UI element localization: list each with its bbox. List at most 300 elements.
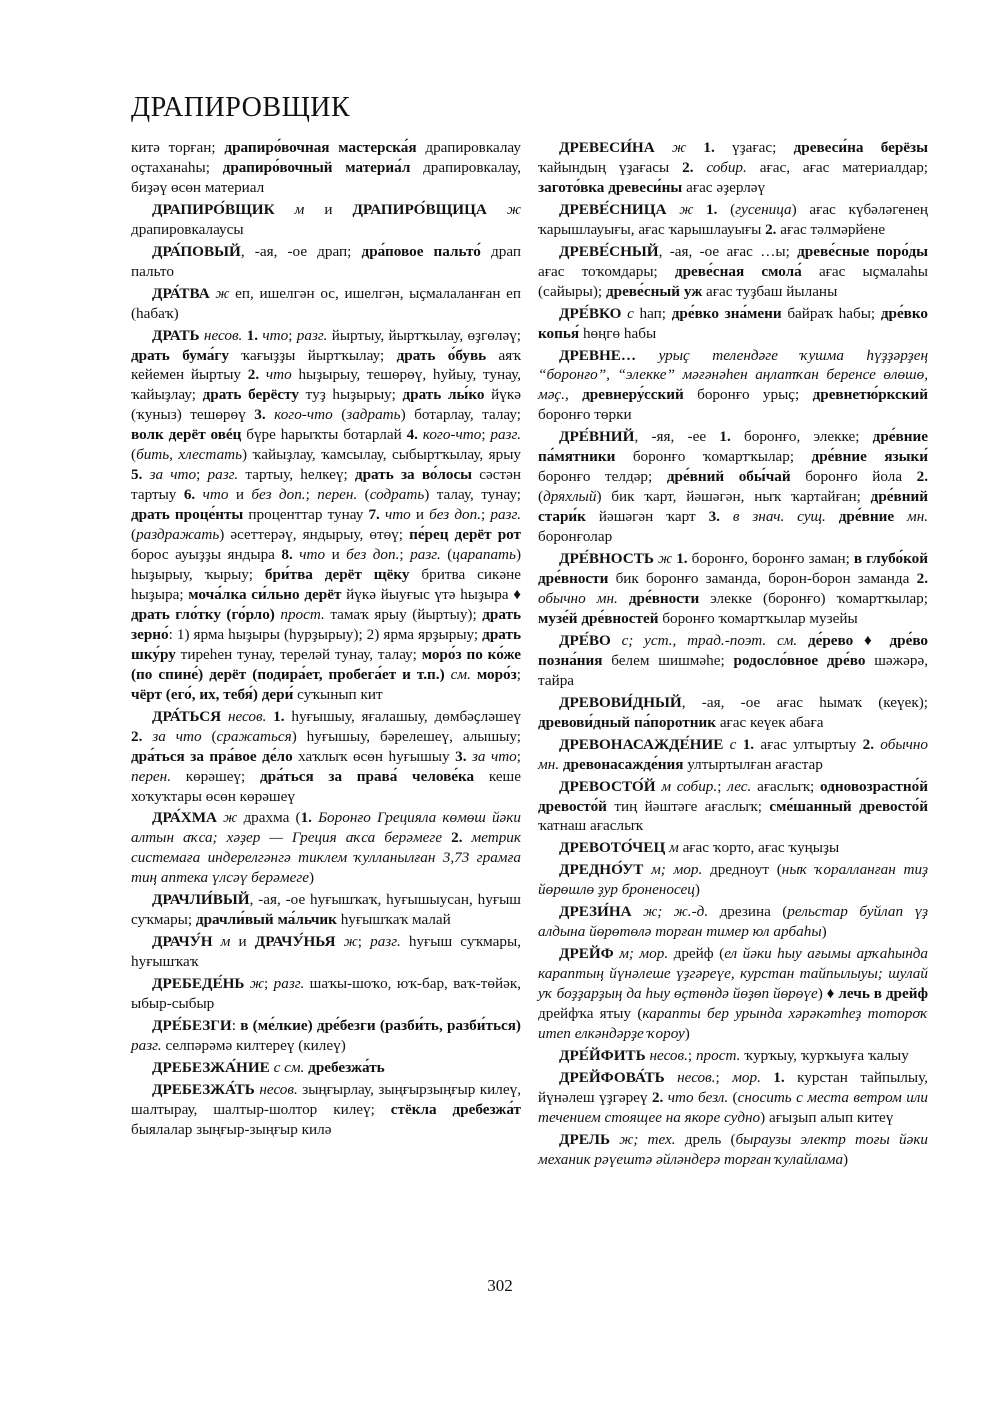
headword: ДРЕВОВИ́ДНЫЙ [559,693,682,711]
phrase: драть лы́ко [402,386,485,404]
definition-text: ; [399,546,411,564]
grammar-note: перен. [131,767,172,785]
phrase: музе́й дре́вностей [538,609,659,627]
phrase: дра́ться за права́ челове́ка [259,767,475,785]
dictionary-entry [538,944,928,1044]
grammar-note: ж [506,200,522,218]
definition-text: ( [728,1088,738,1106]
phrase: 2. [916,570,928,588]
definition-text: ( [332,406,347,424]
definition-text: ; [196,466,208,484]
definition-text: туҙ һыҙырыу; [299,386,403,404]
headword: ДРАЧУ́Н [152,933,213,951]
definition-text: ағаслыҡ; [751,777,821,795]
definition-text: драпировкалау оҫтаханаһы; [131,139,521,176]
headword: ДРАТЬ [152,326,200,344]
phrase: 1. [703,139,715,156]
dictionary-entry [131,707,521,807]
phrase: 2. [247,366,260,384]
definition-text [636,347,658,364]
phrase: древе́сные поро́ды [797,242,928,260]
definition-text: йүкә йыуғыс үтә һыҙыра ♦ [341,585,522,603]
phrase: дре́вние языки́ [811,448,928,466]
phrase: дре́вние па́мятники [538,428,928,466]
definition-text: : 1) ярма һыҙыры (һурҙырыу); 2) ярма ярҙырыу; [168,625,483,643]
definition-text: ағас ҡорто, ағас ҡуңыҙы [678,839,840,857]
grammar-note: разг. [296,326,328,344]
dictionary-entry [538,1068,928,1128]
phrase: драть бума́гу [131,346,229,364]
grammar-note: в знач. сущ. [732,508,826,526]
definition-text [266,406,275,423]
headword: ДРЕ́ЙФИТЬ [559,1046,646,1064]
definition-text: борос ауыҙҙы яндыра [131,546,282,564]
definition-text: еп, ишелгән ос, ишелгән, ыҫмалаланған еп (һабаҡ) [131,284,522,322]
phrase: дре́вко зна́мени [671,304,782,322]
definition-text: селпәрәмә килтереү (килеү) [161,1036,346,1054]
headword: ДРЕЙФ [559,945,614,963]
definition-text: дрейф ( [668,945,725,963]
grammar-note: разг. [370,933,401,951]
phrase: 2. [651,1088,664,1106]
dictionary-entry [131,326,521,705]
definition-text: суҡынып кит [293,685,383,703]
definition-text: тамаҡ ярыу (йыртыу); [324,605,483,623]
grammar-note: с; уст., трад.-поэт. см. [621,631,798,649]
grammar-note: кого-что [422,426,482,444]
grammar-note: разг. [207,466,239,484]
grammar-note: мн. [907,508,929,526]
grammar-note: м [294,200,305,218]
definition-text: ; [717,777,728,795]
grammar-note: разг. [490,506,521,524]
definition-text: ( [201,727,217,745]
phrase: 7. [368,506,380,524]
phrase: дре́во позна́ния [538,631,929,669]
dictionary-entry [538,693,928,733]
phrase: древнетю́ркский [812,386,929,404]
definition-text: үҙағас; [714,139,794,156]
grammar-note: с [627,304,634,322]
dictionary-entry [538,777,928,837]
dictionary-entry [538,631,928,691]
definition-text [336,933,344,950]
dictionary-entry [538,1130,928,1170]
phrase: дребезжа́ть [308,1058,385,1076]
grammar-note: ж [249,975,265,993]
grammar-note: что безл. [667,1088,729,1106]
phrase: 2. [682,158,694,176]
headword: ДРЕ́ВНОСТЬ [559,550,654,568]
definition-text: боронғо йола [790,468,917,486]
phrase: дра́ться за пра́вое де́ло [131,747,293,765]
grammar-note: Боронғо Грецияла көмөш йәки алтын аҡса; хәҙер — Греция аҡса берәмеге [131,809,521,847]
definition-text: ) [843,1150,849,1168]
headword: ДРЕЗИ́НА [559,903,632,921]
phrase: лечь в дрейф [838,985,929,1003]
definition-text: ; [305,486,318,504]
grammar-note: ж [223,809,238,827]
grammar-note: несов. [259,1080,298,1098]
definition-text: ♦ [853,631,890,649]
phrase: дре́вности [628,589,700,607]
definition-text: зыңғырлау, зыңғырзыңғыр килеү, шалтырау, шалтыр-шолтор килеү; [131,1080,522,1118]
dictionary-entry [131,890,521,930]
definition-text: драпировкалаусы [131,220,244,238]
phrase: 2. [916,468,929,486]
phrase: древонасажде́ния [562,755,684,773]
phrase: 4. [406,426,418,444]
phrase: древнеру́сский [582,386,684,404]
definition-text [618,590,629,607]
grammar-note: царапать [452,546,516,564]
grammar-note: ж [679,200,694,218]
phrase: 1. [719,428,731,446]
definition-text: һап; [633,304,672,322]
left-column [131,138,521,1142]
phrase: в глубо́кой дре́вности [538,550,929,588]
definition-text: проценттар тунау [243,506,369,524]
phrase: 1. [300,809,312,827]
definition-text [611,632,622,649]
definition-text: көрәшеү; [171,767,260,785]
phrase: 1. [273,707,285,725]
definition-text: и [304,200,353,218]
grammar-note: без доп. [251,486,306,504]
phrase: 1. [706,200,718,218]
definition-text: ҡағыҙҙы йыртҡылау; [228,346,397,364]
phrase: драть зерно́ [131,605,522,643]
definition-text [195,486,202,503]
definition-text: ағас тәлмәрйене [776,220,886,238]
definition-text: шаҡы-шоҡо, юҡ-бар, ваҡ-төйәк, ыбыр-сыбыр [131,975,521,1013]
headword: ДРЕ́ВКО [559,304,622,322]
grammar-note: что [202,486,229,504]
definition-text: ; [687,1046,696,1064]
definition-text: ; [516,665,521,683]
grammar-note: мор. [732,1068,761,1086]
definition-text: ; [288,326,297,344]
grammar-note: ж [658,550,673,568]
grammar-note: см. [450,665,471,683]
phrase: древови́дный па́поротник [538,713,717,731]
grammar-note: ж [671,139,687,156]
definition-text: китә торған; [131,139,225,156]
phrase: древе́сная смола́ [674,262,802,280]
headword: ДРЕ́БЕЗГИ [152,1016,232,1034]
definition-text: драхма ( [237,809,301,827]
grammar-note: сносить с места ветром или течением стоящее на якоре судно [538,1088,929,1126]
grammar-note: ж; тех. [619,1130,676,1148]
phrase: загото́вка древеси́ны [538,178,683,196]
definition-text: сәстән тартыу [131,466,521,504]
phrase: дре́вний обы́чай [666,468,791,486]
phrase: 1. [676,550,688,568]
grammar-note: перен. [317,486,358,504]
definition-text: тартыу, һелкеү; [238,466,355,484]
page-number: 302 [487,1276,513,1295]
phrase: дре́вко копья́ [538,304,929,342]
phrase: моро́з [476,665,517,683]
definition-text: һуғыш суҡмары, һуғышҡаҡ [131,933,521,971]
definition-text: ; [481,426,491,444]
grammar-note: м собир. [661,777,718,795]
grammar-note: раздражать [136,526,220,544]
definition-text: ( [717,200,736,218]
definition-text: драп пальто [131,242,521,280]
definition-text: ағас кеүек абаға [716,713,824,731]
headword: ДРЕБЕЗЖА́ТЬ [152,1080,255,1098]
grammar-note: ж [215,284,230,302]
definition-text: ( [131,446,137,464]
grammar-note: ныҡ ҡоралланған тиҙ йөрөшлө ҙур броненосец [538,861,928,899]
headword: ДРА́ХМА [152,809,218,827]
definition-text: ағас әҙерләү [682,178,766,196]
definition-text [462,829,471,846]
definition-text: ) талау, тунау; [424,486,521,504]
grammar-note: м; мор. [651,861,703,879]
definition-text [142,728,152,745]
definition-text [693,201,706,218]
grammar-note: что [299,546,326,564]
headword: ДРЕВОСТО́Й [559,777,656,795]
phrase: 1. [246,326,259,344]
grammar-note: содрать [369,486,425,504]
definition-text: ағас ултыртыу [754,735,863,753]
definition-text [221,708,228,725]
definition-text: драпировкалау, биҙәү өсөн материал [131,158,521,196]
dictionary-entry [538,1046,928,1066]
definition-text [686,139,703,156]
phrase: 2. [862,735,874,753]
phrase: 3. [254,406,266,424]
phrase: 3. [708,508,720,526]
headword: ДРАЧУ́НЬЯ [254,933,336,951]
dictionary-entry [131,974,521,1014]
phrase: 8. [281,546,293,564]
headword: ДРЕВОНАСАЖДЕ́НИЕ [559,735,724,753]
definition-text: , -ая, -ое ағас һымаҡ (кеүек); [681,693,928,711]
grammar-note: урыҫ телендәге ҡушма һүҙҙәрҙең “боронғо”, “элекке” мәғәнәһен аңлатҡан беренсе өлөшө, мәҫ., [538,346,928,404]
grammar-note: собир. [706,158,747,176]
headword: ДРАПИРО́ВЩИЦА [352,200,487,218]
headword: ДРАЧЛИ́ВЫЙ [152,891,250,909]
dictionary-entry [538,346,928,426]
phrase: драть шку́ру [131,625,521,663]
definition-text: курстан тайпылыу, йүнәлеш үҙгәреү [538,1068,928,1106]
definition-text: ; [264,975,274,993]
definition-text: и [325,546,347,564]
phrase: драть о́бувь [396,346,487,364]
dictionary-entry [538,860,928,900]
phrase: дре́вний стари́к [538,488,928,526]
grammar-note: ж [343,933,358,951]
grammar-note: быраузы электр тоғы йәки механик рәүештә әйләндерә торған ҡулайлама [538,1130,929,1168]
dictionary-entry [131,808,521,888]
phrase: в (ме́лкие) дре́безги (разби́ть, разби́ться) [240,1016,521,1034]
definition-text: ) әсеттерәү, яндырыу, өтөү; [219,526,410,544]
grammar-note: м; мор. [619,945,669,963]
definition-text: ) [684,1024,690,1042]
phrase: драпиро́вочный материа́л [222,158,411,176]
grammar-note: м [669,839,679,857]
definition-text [894,508,907,525]
definition-text: боронғо ҡомартҡылар музейы [658,609,858,627]
definition-text: ) [821,923,827,941]
dictionary-entry [538,242,928,302]
definition-text: белем шишмәһе; [602,651,734,669]
grammar-note: разг. [273,975,305,993]
definition-text: боронғо ҡомартҡылар; [615,448,812,466]
definition-text: һөңгө һабы [579,324,657,342]
dictionary-entry [538,427,928,547]
headword: ДРЕБЕДЕ́НЬ [152,975,245,993]
phrase: 2. [131,727,143,745]
definition-text: ) бик ҡарт, йәшәгән, ныҡ ҡартайған; [596,488,871,506]
dictionary-entry [131,242,521,282]
definition-text: быялалар зыңғыр-зыңғыр килә [131,1120,332,1138]
grammar-note: с [729,735,737,753]
dictionary-entry [538,549,928,629]
headword: ДРАПИРО́ВЩИК [152,200,275,218]
definition-text: хаҡлыҡ өсөн һуғышыу [292,747,456,765]
phrase: древеси́на берёзы [793,139,929,156]
grammar-note: разг. [131,1036,162,1054]
definition-text: , -ая, -ое ағас …ы; [658,242,798,260]
grammar-note: дряхлый [543,488,597,506]
grammar-note: несов. [677,1068,716,1086]
definition-text: ҡурҡыу, ҡурҡыуға ҡалыу [740,1046,909,1064]
phrase: драть берёсту [202,386,300,404]
definition-text: , -яя, -ее [634,428,720,446]
headword: ДРА́ТВА [152,284,210,302]
definition-text: йәшәгән ҡарт [585,508,709,526]
grammar-note: несов. [203,326,243,344]
definition-text: бүре һарыҡты ботарлай [241,426,407,444]
dictionary-entry [131,932,521,972]
grammar-note: за что [152,727,202,745]
dictionary-entry [538,138,928,198]
definition-text: ) [694,881,700,899]
definition-text: ; [516,747,522,765]
definition-text: тиң йәштәге ағаслыҡ; [606,797,770,815]
phrase: драчли́вый ма́льчик [195,911,337,929]
definition-text [761,1069,773,1086]
definition-text: ) ағас күбәләгенең ҡарышлауығы, ағас ҡарышлауығы [538,200,929,238]
definition-text: и [230,933,255,951]
grammar-note: несов. [227,707,267,725]
definition-text: ағас, ағас материалдар; [746,158,929,176]
grammar-note: ж; ж.-д. [643,903,709,921]
grammar-note: разг. [490,426,521,444]
headword: ДРА́ПОВЫЙ [152,242,241,260]
headword: ДРЕВНЕ… [559,346,637,364]
phrase: 1. [742,735,755,753]
definition-text: йүкә (ҡуныз) тешөрөү [131,386,521,424]
phrase: пе́рец дерёт рот [409,526,521,544]
definition-text: дрейфҡа ятыу ( [538,1005,643,1023]
definition-text: ағас туҙбаш йыланы [702,282,838,300]
headword: ДРЕБЕЗЖА́НИЕ [152,1058,270,1076]
definition-text: һуғышҡаҡ малай [336,911,451,929]
dictionary-entry [538,902,928,942]
dictionary-entry [131,1080,521,1140]
definition-text [826,508,839,525]
definition-text: и [228,486,252,504]
definition-text: боронғолар [538,528,613,546]
definition-text: ҡатнаш ағаслыҡ [538,817,643,835]
grammar-note: лес. [727,777,752,795]
definition-text [569,386,582,403]
grammar-note: рельстар буйлап үҙ алдына йөрөтөлә торған тимер юл арбаһы [538,903,928,941]
grammar-note: без доп. [346,546,400,564]
definition-text: ) һуғышыу, бәрелешеү, алышыу; [291,727,522,745]
definition-text: ) [309,869,315,887]
headword: ДРЕВЕ́СНИЦА [559,200,667,218]
grammar-note: сражаться [216,727,292,745]
dictionary-entry [131,138,521,198]
definition-text: боронғо, элекке; [730,428,873,446]
grammar-note: гусеница [735,200,792,218]
definition-text [632,903,643,920]
definition-text: боронғо телдәр; [538,468,667,486]
phrase: драть гло́тку (го́рло) [131,605,275,623]
grammar-note: кого-что [274,406,333,424]
definition-text: һуғышыу, яғалашыу, дөмбәҫләшеү [284,707,521,725]
definition-text [275,201,295,218]
grammar-note: что [384,506,411,524]
definition-text: аяҡ кейемен йыртыу [131,346,521,384]
headword: ДРЕЙФОВА́ТЬ [559,1068,665,1086]
definition-text: ағас тоҡомдары; [538,262,675,280]
phrase: сме́шанный древосто́й [769,797,928,815]
phrase: волк дерёт овéц [131,426,242,444]
definition-text: ; [357,933,371,951]
definition-text: ( [538,488,544,506]
definition-text [665,1069,677,1086]
definition-text: дрель ( [675,1130,736,1148]
definition-text [797,632,808,649]
phrase: де́рево [807,631,854,649]
definition-text: дрезина ( [708,903,788,921]
definition-text: , -ая, -ое драп; [240,242,362,260]
definition-text: ( [440,546,453,564]
phrase: 5. [131,466,143,484]
grammar-note: что [262,326,289,344]
dictionary-entry [131,1016,521,1056]
definition-text: дредноут ( [702,861,782,879]
phrase: моро́з по ко́же (по спине́) дерёт (подира́ет, пробега́ет и т.п.) [131,645,522,683]
definition-text: ағас ыҫмалаһы (сайыры); [538,262,928,300]
grammar-note: ел йәки һыу ағымы арҡаһында караптың йүнәлеше үҙгәреүе, курстан тайпылыуы; шулай уҡ боҙҙарҙың да һыу өҫтөндә йөҙөп йөрөүе [538,945,929,1003]
grammar-note: несов. [649,1046,688,1064]
grammar-note: задрать [346,406,401,424]
right-column [538,138,928,1172]
headword: ДРЕ́ВО [559,631,611,649]
phrase: древе́сный уж [605,282,703,300]
definition-text [442,829,451,846]
definition-text: ) ботарлау, талау; [400,406,522,424]
dictionary-entry [131,284,521,324]
phrase: бри́тва дерёт щёку [264,566,410,584]
definition-text [693,159,706,176]
definition-text: йыртыу, йыртҡылау, өҙгөләү; [327,326,522,344]
phrase: стёкла дребезжа́т [390,1100,521,1118]
definition-text [142,466,149,483]
grammar-note: прост. [695,1046,741,1064]
phrase: родосло́вное дре́во [733,651,866,669]
phrase: дра́повое пальто́ [361,242,481,260]
